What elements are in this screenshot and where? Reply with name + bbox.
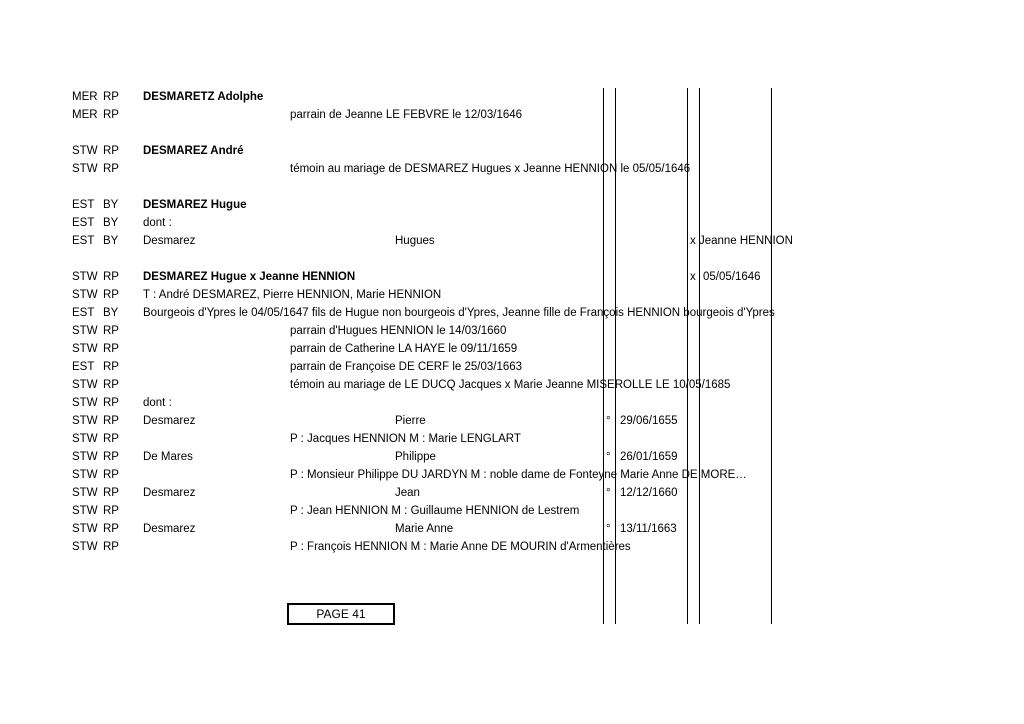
entry-row xyxy=(0,448,1024,466)
entry-mid: P : Jacques HENNION M : Marie LENGLART xyxy=(290,433,521,445)
entry-code: STW xyxy=(72,415,98,427)
entry-mid: parrain d'Hugues HENNION le 14/03/1660 xyxy=(290,325,507,337)
entry-sub: RP xyxy=(103,271,119,283)
entry-mark: ° xyxy=(606,451,611,463)
entry-row xyxy=(0,286,1024,304)
entry-mid: parrain de Jeanne LE FEBVRE le 12/03/1646 xyxy=(290,109,523,121)
entry-row xyxy=(0,340,1024,358)
entry-code: STW xyxy=(72,289,98,301)
entry-code: EST xyxy=(72,235,95,247)
entry-date2: 05/05/1646 xyxy=(703,271,761,283)
entry-sub: RP xyxy=(103,451,119,463)
entry-row xyxy=(0,484,1024,502)
entry-mid: P : François HENNION M : Marie Anne DE MOURIN d'Armentières xyxy=(290,541,631,553)
entry-row xyxy=(0,412,1024,430)
entry-mid: P : Jean HENNION M : Guillaume HENNION de Lestrem xyxy=(290,505,580,517)
entry-given: Philippe xyxy=(395,451,436,463)
entry-row xyxy=(0,376,1024,394)
entry-sub: RP xyxy=(103,343,119,355)
entry-x: x xyxy=(690,271,696,283)
entry-main: Desmarez xyxy=(143,415,196,427)
entry-row xyxy=(0,214,1024,232)
entry-row xyxy=(0,538,1024,556)
entry-code: STW xyxy=(72,343,98,355)
entry-sub: RP xyxy=(103,163,119,175)
entry-code: STW xyxy=(72,379,98,391)
entry-mid: P : Monsieur Philippe DU JARDYN M : noble dame de Fonteyne Marie Anne DE MORE… xyxy=(290,469,747,481)
entry-main: Desmarez xyxy=(143,487,196,499)
entry-row xyxy=(0,502,1024,520)
entry-main: DESMARETZ Adolphe xyxy=(143,91,264,103)
entry-code: STW xyxy=(72,145,98,157)
entry-row xyxy=(0,322,1024,340)
entry-code: STW xyxy=(72,271,98,283)
entry-sub: BY xyxy=(103,307,119,319)
entry-sub: BY xyxy=(103,199,119,211)
entry-main: DESMAREZ Hugue x Jeanne HENNION xyxy=(143,271,356,283)
entry-code: STW xyxy=(72,163,98,175)
entry-main: dont : xyxy=(143,397,172,409)
entry-code: STW xyxy=(72,469,98,481)
entry-code: STW xyxy=(72,505,98,517)
entry-sub: BY xyxy=(103,217,119,229)
entry-sub: RP xyxy=(103,487,119,499)
entry-row xyxy=(0,466,1024,484)
entry-sub: RP xyxy=(103,145,119,157)
entry-mid: témoin au mariage de LE DUCQ Jacques x Marie Jeanne MISEROLLE LE 10/05/1685 xyxy=(290,379,731,391)
entry-sub: RP xyxy=(103,289,119,301)
entry-row xyxy=(0,160,1024,178)
entry-row xyxy=(0,232,1024,250)
entry-code: STW xyxy=(72,541,98,553)
entry-date: 12/12/1660 xyxy=(620,487,678,499)
entry-sub: RP xyxy=(103,379,119,391)
entry-sub: RP xyxy=(103,91,119,103)
entry-sub: BY xyxy=(103,235,119,247)
entry-sub: RP xyxy=(103,415,119,427)
entry-main: DESMAREZ Hugue xyxy=(143,199,247,211)
entry-row xyxy=(0,520,1024,538)
entry-date: 29/06/1655 xyxy=(620,415,678,427)
entry-code: EST xyxy=(72,361,95,373)
entry-given: Hugues xyxy=(395,235,435,247)
entry-row xyxy=(0,394,1024,412)
entry-code: STW xyxy=(72,451,98,463)
entry-sub: RP xyxy=(103,505,119,517)
entry-main: DESMAREZ André xyxy=(143,145,244,157)
entry-date: 13/11/1663 xyxy=(620,523,677,535)
entry-sub: RP xyxy=(103,325,119,337)
entry-sub: RP xyxy=(103,469,119,481)
entry-row xyxy=(0,142,1024,160)
entry-code: STW xyxy=(72,325,98,337)
entry-mark: ° xyxy=(606,523,611,535)
entry-row xyxy=(0,88,1024,106)
entry-row xyxy=(0,358,1024,376)
entry-row xyxy=(0,196,1024,214)
entry-sub: RP xyxy=(103,397,119,409)
entry-row xyxy=(0,268,1024,286)
entry-code: EST xyxy=(72,199,95,211)
entry-main: T : André DESMAREZ, Pierre HENNION, Marie HENNION xyxy=(143,289,442,301)
entry-mark: ° xyxy=(606,415,611,427)
entry-row xyxy=(0,106,1024,124)
entry-main: dont : xyxy=(143,217,172,229)
page-number-box: PAGE 41 xyxy=(287,603,395,625)
entry-given: Marie Anne xyxy=(395,523,454,535)
entry-sub: RP xyxy=(103,523,119,535)
entry-main: Desmarez xyxy=(143,235,196,247)
entry-main: Bourgeois d'Ypres le 04/05/1647 fils de Hugue non bourgeois d'Ypres, Jeanne fille de François HENNION bourgeois d'Ypres xyxy=(143,307,775,319)
entry-mark: ° xyxy=(606,487,611,499)
entry-sub: RP xyxy=(103,361,119,373)
entry-mid: parrain de Françoise DE CERF le 25/03/1663 xyxy=(290,361,523,373)
entry-code: STW xyxy=(72,523,98,535)
entry-date: 26/01/1659 xyxy=(620,451,678,463)
entry-row xyxy=(0,304,1024,322)
entry-given: Jean xyxy=(395,487,420,499)
entry-code: STW xyxy=(72,397,98,409)
entry-code: EST xyxy=(72,307,95,319)
entry-x: x Jeanne HENNION xyxy=(690,235,793,247)
entry-mid: témoin au mariage de DESMAREZ Hugues x Jeanne HENNION le 05/05/1646 xyxy=(290,163,691,175)
entry-sub: RP xyxy=(103,109,119,121)
entry-code: MER xyxy=(72,109,98,121)
entry-given: Pierre xyxy=(395,415,426,427)
entry-code: EST xyxy=(72,217,95,229)
entry-main: Desmarez xyxy=(143,523,196,535)
entry-code: STW xyxy=(72,487,98,499)
entry-sub: RP xyxy=(103,541,119,553)
entry-code: MER xyxy=(72,91,98,103)
entry-code: STW xyxy=(72,433,98,445)
entry-sub: RP xyxy=(103,433,119,445)
entry-row xyxy=(0,430,1024,448)
entry-main: De Mares xyxy=(143,451,193,463)
entry-mid: parrain de Catherine LA HAYE le 09/11/1659 xyxy=(290,343,518,355)
